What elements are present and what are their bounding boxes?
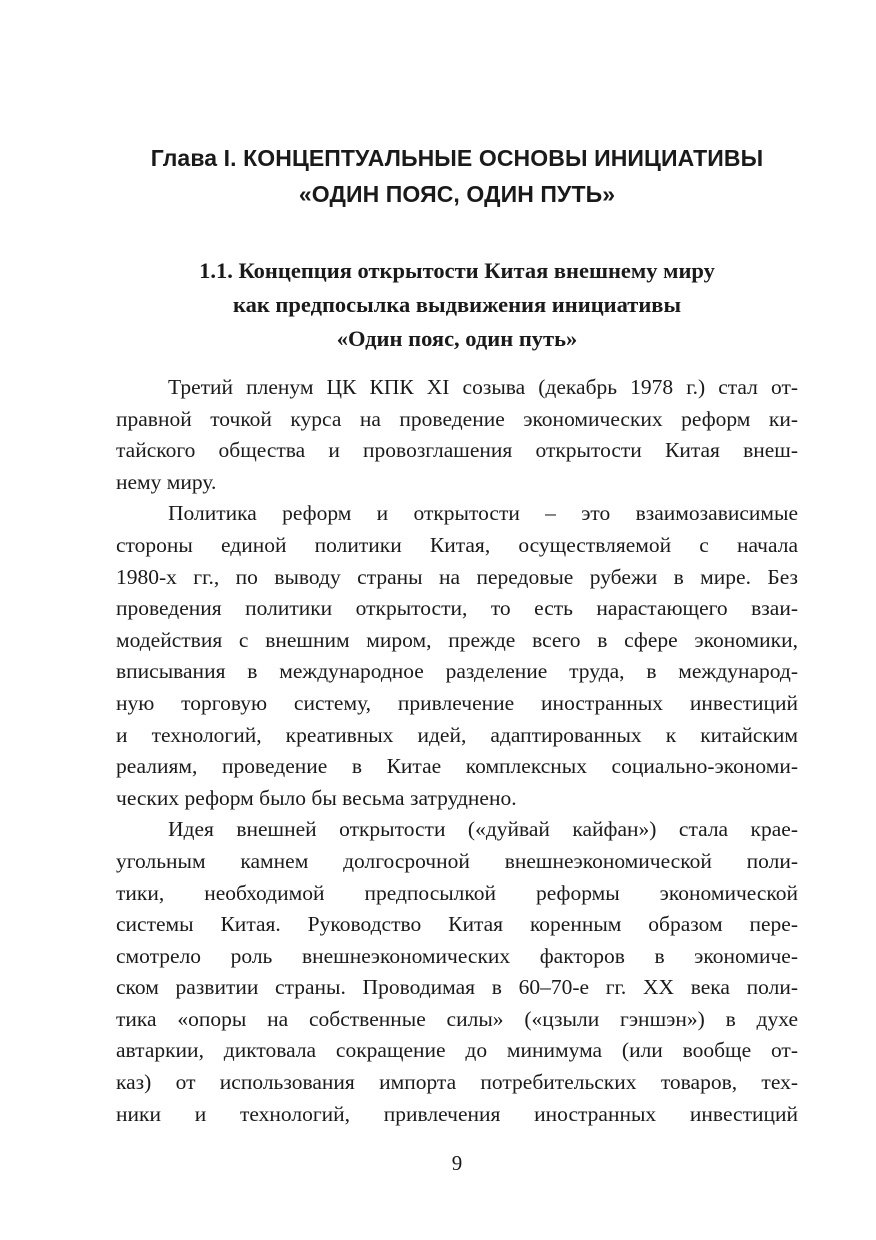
text-line: ники и технологий, привлечения иностранных инвестиций: [116, 1101, 798, 1126]
chapter-title-line: Глава I. КОНЦЕПТУАЛЬНЫЕ ОСНОВЫ ИНИЦИАТИВЫ: [150, 145, 764, 171]
text-line: смотрело роль внешнеэкономических факторов в экономиче-: [116, 943, 798, 968]
text-line: каз) от использования импорта потребительских товаров, тех-: [116, 1070, 798, 1095]
text-line: автаркии, диктовала сокращение до минимума (или вообще от-: [116, 1038, 798, 1063]
text-line: Политика реформ и открытости – это взаимозависимые: [168, 501, 798, 526]
paragraph: [116, 498, 798, 814]
text-line: модействия с внешним миром, прежде всего в сфере экономики,: [116, 627, 798, 652]
text-line: ную торговую систему, привлечение иностранных инвестиций: [116, 690, 798, 715]
chapter-title-line: «ОДИН ПОЯС, ОДИН ПУТЬ»: [298, 181, 616, 207]
text-line: 1980-х гг., по выводу страны на передовые рубежи в мире. Без: [116, 564, 798, 589]
page-number: 9: [451, 1151, 463, 1175]
text-line: реалиям, проведение в Китае комплексных социально-экономи-: [116, 754, 798, 779]
text-line: Третий пленум ЦК КПК XI созыва (декабрь 1978 г.) стал от-: [168, 375, 798, 399]
body-text: [116, 372, 798, 1130]
text-line: Идея внешней открытости («дуйвай кайфан») стала крае-: [168, 817, 798, 842]
text-line: и технологий, креативных идей, адаптированных к китайским: [116, 722, 798, 747]
paragraph: [116, 372, 798, 498]
text-line: тика «опоры на собственные силы» («цзыли гэншэн») в духе: [116, 1006, 798, 1031]
text-line: нему миру.: [116, 469, 217, 494]
text-line: стороны единой политики Китая, осуществляемой с начала: [116, 532, 798, 557]
section-title: [116, 254, 798, 356]
text-line: правной точкой курса на проведение экономических реформ ки-: [116, 406, 798, 431]
text-line: ском развитии страны. Проводимая в 60–70-е гг. XX века поли-: [116, 975, 798, 1000]
text-line: ческих реформ было бы весьма затруднено.: [116, 785, 517, 810]
section-title-line: как предпосылка выдвижения инициативы: [232, 292, 682, 317]
text-line: тики, необходимой предпосылкой реформы экономической: [116, 880, 798, 905]
chapter-title: [116, 140, 798, 212]
section-title-line: 1.1. Концепция открытости Китая внешнему миру: [199, 258, 715, 283]
text-line: вписывания в международное разделение труда, в международ-: [116, 659, 798, 684]
text-line: угольным камнем долгосрочной внешнеэкономической поли-: [116, 848, 798, 873]
text-line: системы Китая. Руководство Китая коренным образом пере-: [116, 912, 798, 937]
book-page: [116, 0, 798, 1240]
section-title-line: «Один пояс, один путь»: [336, 326, 578, 351]
text-line: проведения политики открытости, то есть нарастающего взаи-: [116, 596, 798, 621]
text-line: тайского общества и провозглашения открытости Китая внеш-: [116, 438, 798, 463]
paragraph: [116, 814, 798, 1130]
